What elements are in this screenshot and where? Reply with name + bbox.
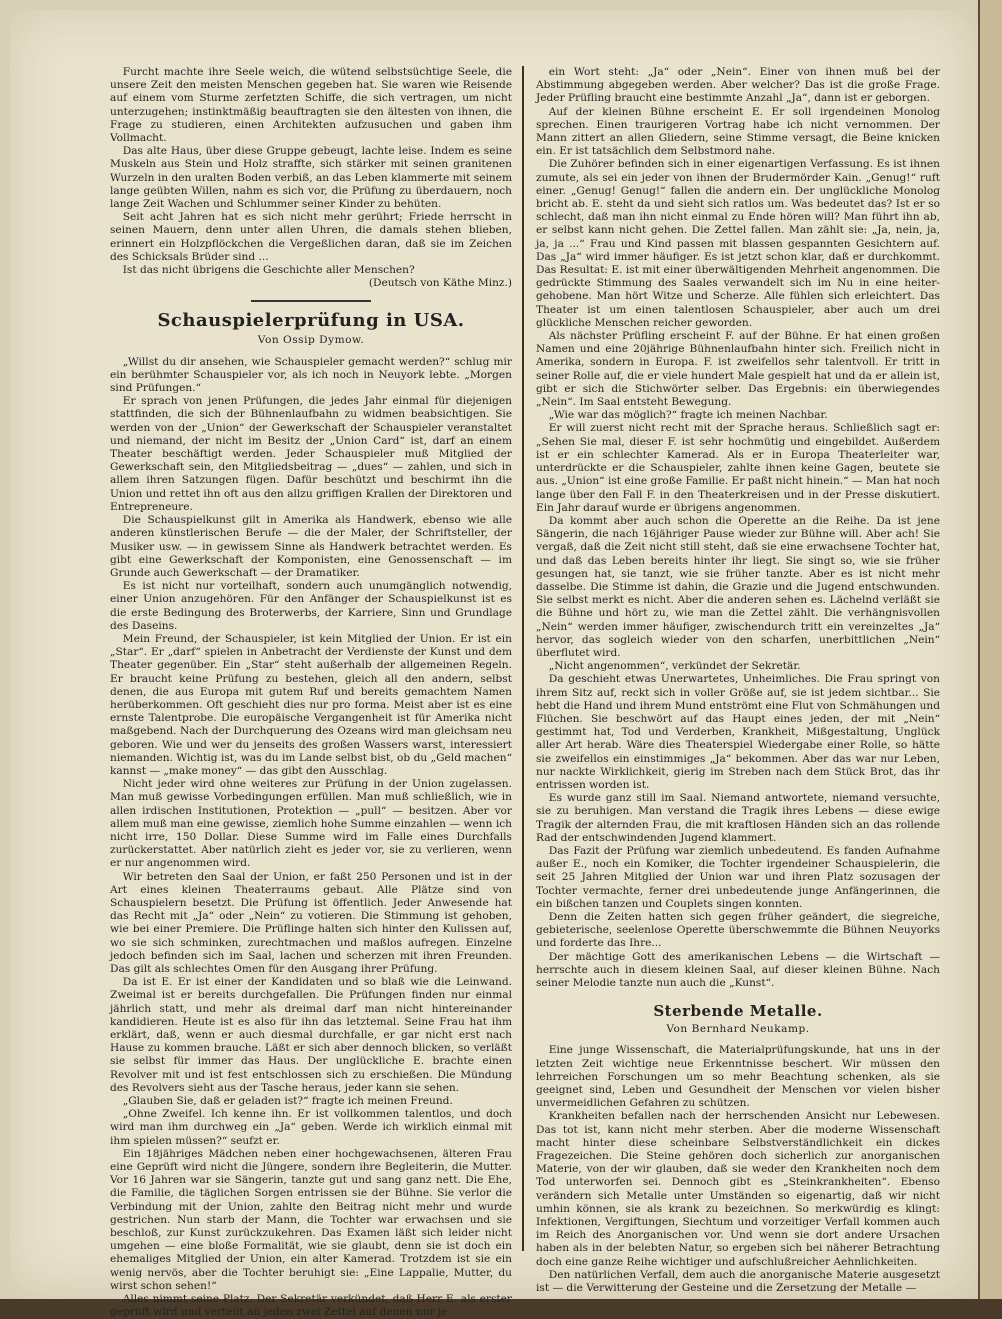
paragraph: „Willst du dir ansehen, wie Schauspieler gemacht werden?“ schlug mir ein berühmter Schauspieler vor, als ich noch in Neuyork lebte. „Morgen sind Prüfungen.“ [110,355,512,395]
paragraph: Denn die Zeiten hatten sich gegen früher geändert, die siegreiche, gebieterische, seelenlose Operette überschwemmte die Bühnen Neuyorks und forderte das Ihre... [536,911,940,950]
left-column [110,66,512,1319]
second-article-body [536,1044,940,1295]
paragraph: „Glauben Sie, daß er geladen ist?“ fragte ich meinen Freund. [122,1095,453,1108]
paragraph: Das Fazit der Prüfung war ziemlich unbedeutend. Es fanden Aufnahme außer E., noch ein Komiker, die Tochter irgendeiner Schauspielerin, die seit 25 Jahren Mitglied der Union war und ihren Platz sozusagen der Tochter vermachte, ferner drei unbedeutende junge Anfängerinnen, die ein bißchen tanzen und Couplets singen konnten. [536,844,940,910]
article-byline: Von Ossip Dymow. [257,334,365,347]
article-body-left [110,356,512,1319]
article-body-right [536,66,940,990]
paragraph: Ist das nicht übrigens die Geschichte aller Menschen? [122,264,415,277]
paragraph: Der mächtige Gott des amerikanischen Lebens — die Wirtschaft — herrschte auch in diesem kleinen Saal, auf dieser kleinen Bühne. Nach seiner Melodie tanzte nun auch die „Kunst“. [536,950,940,990]
paragraph: Eine junge Wissenschaft, die Materialprüfungskunde, hat uns in der letzten Zeit wichtige neue Erkenntnisse beschert. Wir müssen den lehrreichen Forschungen um so mehr Beachtung schenken, als sie geeignet sind, Leben und Gesundheit der Menschen vor vielen bisher unvermeidlichen Gefahren zu schützen. [536,1044,940,1110]
paragraph: „Wie war das möglich?“ fragte ich meinen Nachbar. [548,409,828,422]
paragraph: Er sprach von jenen Prüfungen, die jedes Jahr einmal für diejenigen stattfinden, die sich der Bühnenlaufbahn zu widmen beabsichtigen. Sie werden von der „Union“ der Gewerkschaft der Schauspieler veranstaltet und niemand, der nicht im Besitz der „Union Card“ ist, darf an einem Theater beschäftigt werden. Jeder Schauspieler muß Mitglied der Gewerkschaft sein, den Mitgliedsbeitrag — „dues“ — zahlen, und sich in allem ihren Satzungen fügen. Dafür beschützt und beschirmt ihn die Union und rettet ihn oft aus den allzu griffigen Krallen der Direktoren und Entrepreneure. [110,395,512,513]
adjacent-page-edge [978,0,1002,1299]
page-top-edge [0,0,978,10]
intro-story-ending [110,66,512,277]
paragraph: Nicht jeder wird ohne weiteres zur Prüfung in der Union zugelassen. Man muß gewisse Vorbedingungen erfüllen. Man muß schließlich, wie in allen irdischen Institutionen, Protektion — „pull“ — besitzen. Aber vor allem muß man eine gewisse, ziemlich hohe Summe einzahlen — wenn ich nicht irre, 150 Dollar. Diese Summe wird im Falle eines Durchfalls zurückerstattet. Aber natürlich zieht es jeder vor, sie zu verlieren, wenn er nur angenommen wird. [110,778,512,870]
paragraph: Da kommt aber auch schon die Operette an die Reihe. Da ist jene Sängerin, die nach 16jähriger Pause wieder zur Bühne will. Aber ach! Sie vergaß, daß die Zeit nicht still steht, daß sie eine erwachsene Tochter hat, und daß das Leben bereits hinter ihr liegt. Sie singt so, wie sie früher gesungen hat, sie tanzt, wie sie früher tanzte. Aber es ist nicht mehr dasselbe. Die Stimme ist dahin, die Grazie und die Jugend entschwunden. Sie selbst merkt es nicht. Aber die anderen sehen es. Lächelnd verläßt sie die Bühne und hört zu, wie man die Zettel zählt. Die verhängnisvollen „Nein“ werden immer häufiger, zwischendurch tritt ein vereinzeltes „Ja“ hervor, das sogleich wieder von den scharfen, unerbittlichen „Nein“ überflutet wird. [536,514,940,659]
article-title: Schauspielerprüfung in USA. [157,310,465,332]
paragraph: Er will zuerst nicht recht mit der Sprache heraus. Schließlich sagt er: „Sehen Sie mal, dieser F. ist sehr hochmütig und eingebildet. Außerdem ist er ein schlechter Kamerad. Als er in Europa Theaterleiter war, unterdrückte er die Schauspieler, zahlte ihnen keine Gagen, beutete sie aus. „Union“ ist eine große Familie. Er paßt nicht hinein.“ — Man hat noch lange über den Fall F. in den Theaterkreisen und in der Presse diskutiert. Ein Jahr darauf wurde er übrigens angenommen. [536,422,940,514]
paragraph: Die Schauspielkunst gilt in Amerika als Handwerk, ebenso wie alle anderen künstlerischen Berufe — die der Maler, der Schriftsteller, der Musiker usw. — in gewissem Sinne als Handwerk betrachtet werden. Es gibt eine Gewerkschaft der Komponisten, eine Genossenschaft — im Grunde auch Gewerkschaft — der Dramatiker. [110,514,512,579]
page-left-edge [0,0,10,1299]
paragraph: Den natürlichen Verfall, dem auch die anorganische Materie ausgesetzt ist — die Verwitterung der Gesteine und die Zersetzung der Metalle — [536,1268,940,1295]
paragraph: Furcht machte ihre Seele weich, die wütend selbstsüchtige Seele, die unsere Zeit den meisten Menschen gegeben hat. Sie waren wie Reisende auf einem vom Sturme zerfetzten Schiffe, die sich vertragen, um nicht unterzugehen; instinktmäßig beauftragten sie den ältesten von ihnen, die Frage zu studieren, einen Architekten aufzusuchen und gaben ihm Vollmacht. [110,66,512,145]
intro-credit: (Deutsch von Käthe Minz.) [368,277,512,290]
column-divider [522,66,524,1251]
paragraph: Das alte Haus, über diese Gruppe gebeugt, lachte leise. Indem es seine Muskeln aus Stein und Holz straffte, sich stärker mit seinen granitenen Wurzeln in den uralten Boden verbiß, an das Leben klammerte mit seinem lange geübten Willen, nahm es sich vor, die Prüfung zu überdauern, noch lange Zeit Wachen und Schlummer seiner Kinder zu behüten. [110,145,512,211]
paragraph: Es wurde ganz still im Saal. Niemand antwortete, niemand versuchte, sie zu beruhigen. Man verstand die Tragik ihres Lebens — diese ewige Tragik der alternden Frau, die mit kraftlosen Händen sich an das rollende Rad der entschwindenden Jugend klammert. [536,792,940,844]
paragraph: Da ist E. Er ist einer der Kandidaten und so blaß wie die Leinwand. Zweimal ist er bereits durchgefallen. Die Prüfungen finden nur einmal jährlich statt, und mehr als dreimal darf man nicht hintereinander kandidieren. Heute ist es also für ihn das letztemal. Seine Frau hat ihm erklärt, daß, wenn er auch diesmal durchfalle, er gar nicht erst nach Hause zu kommen brauche. Läßt er sich aber dennoch blicken, so verläßt sie selbst für immer das Haus. Der unglückliche E. brachte einen Revolver mit und ist fest entschlossen sich zu erschießen. Die Mündung des Revolvers sieht aus der Tasche heraus, jeder kann sie sehen. [110,976,512,1094]
paragraph: Wir betreten den Saal der Union, er faßt 250 Personen und ist in der Art eines kleinen Theaterraums gebaut. Alle Plätze sind von Schauspielern besetzt. Die Prüfung ist öffentlich. Jeder Anwesende hat das Recht mit „Ja“ oder „Nein“ zu votieren. Die Stimmung ist gehoben, wie bei einer Premiere. Die Prüflinge halten sich hinter den Kulissen auf, wo sie sich schminken, zurechtmachen und maßlos aufregen. Einzelne jedoch befinden sich im Saal, lachen und scherzen mit ihren Freunden. Das gilt als schlechtes Omen für den Ausgang ihrer Prüfung. [110,870,512,975]
paragraph: „Nicht angenommen“, verkündet der Sekretär. [548,660,801,673]
paragraph: Als nächster Prüfling erscheint F. auf der Bühne. Er hat einen großen Namen und eine 20jährige Bühnenlaufbahn hinter sich. Freilich nicht in Amerika, sondern in Europa. F. ist zweifellos sehr talentvoll. Er tritt in seiner Rolle auf, die er viele hundert Male gespielt hat und da er allein ist, gibt er sich die Stichwörter selber. Das Ergebnis: ein überwiegendes „Nein“. Im Saal entsteht Bewegung. [536,330,940,409]
paragraph: „Ohne Zweifel. Ich kenne ihn. Er ist vollkommen talentlos, und doch wird man ihm durchweg ein „Ja“ geben. Werde ich wirklich einmal mit ihm spielen müssen?“ seufzt er. [110,1108,512,1147]
paragraph: Auf der kleinen Bühne erscheint E. Er soll irgendeinen Monolog sprechen. Einen traurigeren Vortrag habe ich nicht vernommen. Der Mann zittert an allen Gliedern, seine Stimme versagt, die Beine knicken ein. Er ist tatsächlich dem Selbstmord nahe. [536,105,940,158]
paragraph: Die Zuhörer befinden sich in einer eigenartigen Verfassung. Es ist ihnen zumute, als sei ein jeder von ihnen der Brudermörder Kain. „Genug!“ ruft einer. „Genug! Genug!“ fallen die andern ein. Der unglückliche Monolog bricht ab. E. steht da und sieht sich ratlos um. Was bedeutet das? Ist er so schlecht, daß man ihn nicht einmal zu Ende hören will? Man führt ihn ab, er selbst kann nicht gehen. Die Zettel fallen. Man zählt sie: „Ja, nein, ja, ja, ja ...“ Frau und Kind passen mit blassen gespannten Gesichtern auf. Das „Ja“ wird immer häufiger. Es ist jetzt schon klar, daß er durchkommt. Das Resultat: E. ist mit einer überwältigenden Mehrheit angenommen. Die gedrückte Stimmung des Saales verwandelt sich im Nu in eine heiter-gehobene. Man hört Witze und Scherze. Alle fühlen sich erleichtert. Das Theater ist um einen talentlosen Schauspieler, aber auch um drei glückliche Menschen reicher geworden. [536,158,940,329]
title-rule [251,300,371,302]
paragraph: Ein 18jähriges Mädchen neben einer hochgewachsenen, älteren Frau eine Geprüft wird nicht die Jüngere, sondern ihre Begleiterin, die Mutter. Vor 16 Jahren war sie Sängerin, tanzte gut und sang ganz nett. Die Ehe, die Familie, die täglichen Sorgen entrissen sie der Bühne. Sie verlor die Verbindung mit der Union, zahlte den Beitrag nicht mehr und wurde gestrichen. Nun starb der Mann, die Tochter war erwachsen und sie beschloß, zur Kunst zurückzukehren. Das Examen läßt sich leider nicht umgehen — eine bloße Formalität, wie sie glaubt, denn sie ist doch ein ehemaliges Mitglied der Union, ein alter Kamerad. Trotzdem ist sie ein wenig nervös, aber die Tochter beruhigt sie: „Eine Lappalie, Mutter, du wirst schon sehen!“ [110,1147,512,1292]
second-article-byline: Von Bernhard Neukamp. [666,1023,810,1036]
paragraph: Seit acht Jahren hat es sich nicht mehr gerührt; Friede herrscht in seinen Mauern, denn unter allen Uhren, die damals stehen blieben, erinnert ein Holzpflöckchen die Vergeßlichen daran, daß sie im Zeichen des Schicksals Brüder sind ... [110,211,512,263]
second-article-title: Sterbende Metalle. [653,1002,823,1021]
paragraph: Mein Freund, der Schauspieler, ist kein Mitglied der Union. Er ist ein „Star“. Er „darf“ spielen in Anbetracht der Verdienste der Kunst und dem Theater gegenüber. Ein „Star“ steht außerhalb der allgemeinen Regeln. Er braucht keine Prüfung zu bestehen, gleich all den andern, selbst denen, die aus Europa mit gutem Ruf und bereits gemachtem Namen herüberkommen. Oft geschieht dies nur pro forma. Meist aber ist es eine ernste Talentprobe. Die europäische Vergangenheit ist für Amerika nicht maßgebend. Nach der Durchquerung des Ozeans wird man gleichsam neu geboren. Wie und wer du jenseits des großen Wassers warst, interessiert niemanden. Wichtig ist, was du im Lande selbst bist, ob du „Geld machen“ kannst — „make money“ — das gibt den Ausschlag. [110,632,512,777]
right-column [536,66,940,1295]
paragraph: Es ist nicht nur vorteilhaft, sondern auch unumgänglich notwendig, einer Union anzugehören. Für den Anfänger der Schauspielkunst ist es die erste Bedingung des Broterwerbs, der Karriere, Sinn und Grundlage des Daseins. [110,580,512,632]
paragraph: Krankheiten befallen nach der herrschenden Ansicht nur Lebewesen. Das tot ist, kann nicht mehr sterben. Aber die moderne Wissenschaft macht hinter diese scheinbare Selbstverständlichkeit ein dickes Fragezeichen. Die Steine gehören doch sicherlich zur anorganischen Materie, von der wir glauben, daß sie weder den Krankheiten noch dem Tod unterworfen sei. Dennoch gibt es „Steinkrankheiten“. Ebenso verändern sich Metalle unter Umständen so eigenartig, daß wir nicht umhin können, sie als krank zu bezeichnen. So merkwürdig es klingt: Infektionen, Vergiftungen, Siechtum und vorzeitiger Verfall kommen auch im Reich des Anorganischen vor. Und wenn sie dort andere Ursachen haben als in der belebten Natur, so ergeben sich bei näherer Betrachtung doch eine ganze Reihe wichtiger und aufschlußreicher Aehnlichkeiten. [536,1110,940,1268]
paragraph: Da geschieht etwas Unerwartetes, Unheimliches. Die Frau springt von ihrem Sitz auf, reckt sich in voller Größe auf, sie ist jedem sichtbar... Sie hebt die Hand und ihrem Mund entströmt eine Flut von Schmähungen und Flüchen. Sie beschwört auf das Haupt eines jeden, der mit „Nein“ gestimmt hat, Tod und Verderben, Krankheit, Mißgestaltung, Unglück aller Art herab. Wäre dies Theaterspiel Wiedergabe einer Rolle, so hätte sie zweifellos ein einstimmiges „Ja“ bekommen. Aber das war nur Leben, nur nackte Wirklichkeit, gierig im Streben nach dem Stück Brot, das ihr entrissen worden ist. [536,673,940,791]
paragraph: ein Wort steht: „Ja“ oder „Nein“. Einer von ihnen muß bei der Abstimmung abgegeben werden. Aber welcher? Das ist die große Frage. Jeder Prüfling braucht eine bestimmte Anzahl „Ja“, dann ist er geborgen. [536,66,940,105]
paragraph: Alles nimmt seine Platz. Der Sekretär verkündet, daß Herr E. als erster geprüft wird und verteilt an jeden zwei Zettel auf denen nur je [110,1293,512,1319]
